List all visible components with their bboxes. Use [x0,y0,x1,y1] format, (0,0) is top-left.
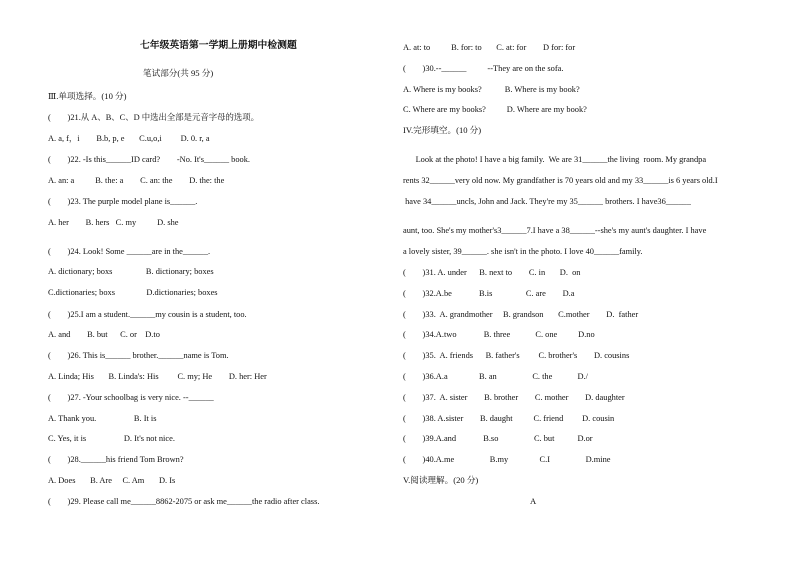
option-line: C. Where are my books? D. Where are my book? [403,105,587,114]
cloze-passage-line: aunt, too. She's my mother's3______7.I have a 38______--she's my aunt's daughter. I have [403,226,707,235]
question-line: ( )28.______his friend Tom Brown? [48,455,184,464]
cloze-option-line: ( )36.A.a B. an C. the D./ [403,372,588,381]
question-line: ( )24. Look! Some ______are in the______. [48,247,211,256]
right-column [397,0,794,561]
cloze-option-line: ( )38. A.sister B. daught C. friend D. cousin [403,414,615,423]
question-line: ( )23. The purple model plane is______. [48,197,198,206]
question-line: ( )27. -Your schoolbag is very nice. --______ [48,393,214,402]
exam-title: 七年级英语第一学期上册期中检测题 [140,40,297,51]
question-line: ( )30.--______ --They are on the sofa. [403,64,564,73]
option-line: C. Yes, it is D. It's not nice. [48,434,175,443]
option-line: A. her B. hers C. my D. she [48,218,179,227]
section-heading-multiple-choice: Ⅲ.单项选择。(10 分) [48,91,127,101]
cloze-passage-line: rents 32______very old now. My grandfather is 70 years old and my 33______is 6 years old.I [403,176,718,185]
question-line: ( )25.I am a student.______my cousin is a student, too. [48,310,247,319]
question-line: ( )26. This is______ brother.______name is Tom. [48,351,229,360]
cloze-passage-line: Look at the photo! I have a big family. We are 31______the living room. My grandpa [403,155,707,164]
cloze-passage-line: have 34______uncls, John and Jack. They're my 35______ brothers. I have36______ [403,197,691,206]
option-line: C.dictionaries; boxs D.dictionaries; boxes [48,288,218,297]
option-line: A. Linda; His B. Linda's: His C. my; He D. her: Her [48,372,267,381]
option-line: A. and B. but C. or D.to [48,330,160,339]
written-part-subtitle: 笔试部分(共 95 分) [143,68,214,78]
cloze-option-line: ( )33. A. grandmother B. grandson C.mother D. father [403,310,639,319]
question-line: ( )22. -Is this______ID card? -No. It's______ book. [48,155,251,164]
cloze-option-line: ( )37. A. sister B. brother C. mother D. daughter [403,393,625,402]
option-line: A. at: to B. for: to C. at: for D for: for [403,43,576,52]
option-line: A. Does B. Are C. Am D. Is [48,476,176,485]
option-line: A. dictionary; boxs B. dictionary; boxes [48,267,214,276]
section-heading-cloze: IV.完形填空。(10 分) [403,125,482,135]
section-heading-reading: V.阅读理解。(20 分) [403,475,479,485]
reading-passage-heading: A [530,496,537,506]
option-line: A. Where is my books? B. Where is my book? [403,85,580,94]
cloze-option-line: ( )35. A. friends B. father's C. brother's D. cousins [403,351,630,360]
option-line: A. a, f，i B.b, p, e C.u,o,i D. 0. r, a [48,134,210,143]
cloze-option-line: ( )34.A.two B. three C. one D.no [403,330,595,339]
cloze-option-line: ( )39.A.and B.so C. but D.or [403,434,593,443]
option-line: A. an: a B. the: a C. an: the D. the: the [48,176,225,185]
cloze-option-line: ( )40.A.me B.my C.I D.mine [403,455,611,464]
question-line: ( )21.从 A、B、C、D 中选出全部是元音字母的选项。 [48,113,260,122]
question-line: ( )29. Please call me______8862-2075 or ask me______the radio after class. [48,497,320,506]
cloze-option-line: ( )31. A. under B. next to C. in D. on [403,268,581,277]
option-line: A. Thank you. B. It is [48,414,157,423]
cloze-option-line: ( )32.A.be B.is C. are D.a [403,289,575,298]
cloze-passage-line: a lovely sister, 39______. she isn't in the photo. I love 40______family. [403,247,643,256]
